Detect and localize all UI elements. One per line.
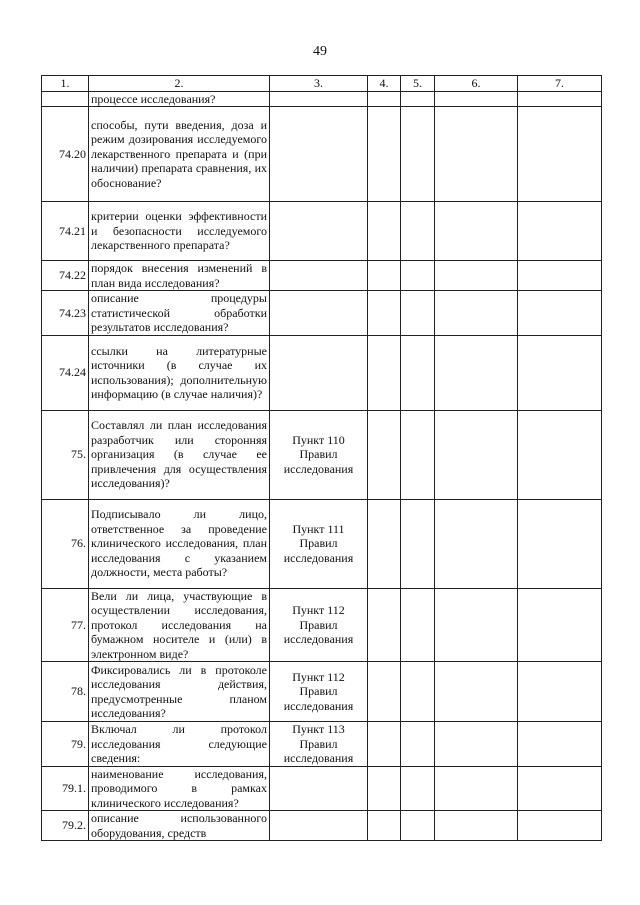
notes-cell[interactable]	[518, 261, 602, 291]
legal-reference	[270, 410, 368, 499]
legal-reference-line: исследования	[283, 751, 354, 765]
question-text: порядок внесения изменений в план вида исследования?	[89, 261, 270, 291]
table-row	[42, 588, 602, 662]
legal-reference	[270, 91, 368, 107]
answer-no-cell[interactable]	[401, 588, 435, 662]
answer-no-cell[interactable]	[401, 722, 435, 767]
legal-reference	[270, 291, 368, 336]
table-row	[42, 722, 602, 767]
item-number: 74.20	[42, 107, 89, 202]
answer-no-cell[interactable]	[401, 811, 435, 841]
answer-no-cell[interactable]	[401, 202, 435, 261]
item-number: 74.24	[42, 335, 89, 410]
question-text: Вели ли лица, участвующие в осуществлении исследования, протокол исследования на бумажном носителе и (или) в электронном виде?	[89, 588, 270, 662]
table-row	[42, 107, 602, 202]
not-applicable-cell[interactable]	[435, 291, 518, 336]
answer-no-cell[interactable]	[401, 662, 435, 722]
table-row	[42, 662, 602, 722]
question-text: описание процедуры статистической обработки результатов исследования?	[89, 291, 270, 336]
question-text: Составлял ли план исследования разработчик или сторонняя организация (в случае ее привлечения для осуществления исследования)?	[89, 410, 270, 499]
legal-reference-line: Пункт 112	[292, 603, 345, 617]
not-applicable-cell[interactable]	[435, 811, 518, 841]
table-row	[42, 202, 602, 261]
legal-reference	[270, 588, 368, 662]
answer-yes-cell[interactable]	[368, 202, 401, 261]
notes-cell[interactable]	[518, 588, 602, 662]
answer-no-cell[interactable]	[401, 410, 435, 499]
not-applicable-cell[interactable]	[435, 588, 518, 662]
question-text: описание использованного оборудования, средств	[89, 811, 270, 841]
legal-reference	[270, 335, 368, 410]
answer-no-cell[interactable]	[401, 499, 435, 588]
not-applicable-cell[interactable]	[435, 662, 518, 722]
page-number: 49	[313, 44, 327, 59]
question-text: способы, пути введения, доза и режим дозирования исследуемого лекарственного препарата и (при наличии) препарата сравнения, их обоснование?	[89, 107, 270, 202]
table-row	[42, 499, 602, 588]
not-applicable-cell[interactable]	[435, 766, 518, 811]
legal-reference-line: Правил	[299, 684, 338, 699]
item-number: 79.2.	[42, 811, 89, 841]
answer-no-cell[interactable]	[401, 766, 435, 811]
question-text: наименование исследования, проводимого в рамках клинического исследования?	[89, 766, 270, 811]
question-text: Фиксировались ли в протоколе исследования действия, предусмотренные планом исследования?	[89, 662, 270, 722]
item-number: 74.21	[42, 202, 89, 261]
question-text: критерии оценки эффективности и безопасности исследуемого лекарственного препарата?	[89, 202, 270, 261]
answer-no-cell[interactable]	[401, 335, 435, 410]
item-number: 75.	[42, 410, 89, 499]
not-applicable-cell[interactable]	[435, 91, 518, 107]
table-row	[42, 811, 602, 841]
item-number	[42, 91, 89, 107]
checklist-table	[41, 75, 602, 841]
table-row	[42, 291, 602, 336]
answer-yes-cell[interactable]	[368, 335, 401, 410]
answer-yes-cell[interactable]	[368, 291, 401, 336]
item-number: 78.	[42, 662, 89, 722]
notes-cell[interactable]	[518, 107, 602, 202]
answer-no-cell[interactable]	[401, 261, 435, 291]
notes-cell[interactable]	[518, 291, 602, 336]
answer-no-cell[interactable]	[401, 107, 435, 202]
notes-cell[interactable]	[518, 410, 602, 499]
answer-yes-cell[interactable]	[368, 107, 401, 202]
item-number: 76.	[42, 499, 89, 588]
table-row	[42, 335, 602, 410]
legal-reference-line: Правил	[299, 617, 338, 632]
notes-cell[interactable]	[518, 202, 602, 261]
notes-cell[interactable]	[518, 335, 602, 410]
answer-yes-cell[interactable]	[368, 91, 401, 107]
question-text: Включал ли протокол исследования следующие сведения:	[89, 722, 270, 767]
answer-yes-cell[interactable]	[368, 261, 401, 291]
notes-cell[interactable]	[518, 722, 602, 767]
legal-reference	[270, 107, 368, 202]
notes-cell[interactable]	[518, 662, 602, 722]
item-number: 74.23	[42, 291, 89, 336]
not-applicable-cell[interactable]	[435, 202, 518, 261]
item-number: 79.	[42, 722, 89, 767]
answer-yes-cell[interactable]	[368, 662, 401, 722]
header-col-2: 2.	[89, 76, 270, 92]
header-col-1: 1.	[42, 76, 89, 92]
legal-reference	[270, 261, 368, 291]
question-text: процессе исследования?	[89, 91, 270, 107]
not-applicable-cell[interactable]	[435, 722, 518, 767]
legal-reference-line: Пункт 113	[292, 722, 345, 736]
item-number: 79.1.	[42, 766, 89, 811]
not-applicable-cell[interactable]	[435, 107, 518, 202]
legal-reference-line: Пункт 112	[292, 669, 345, 684]
not-applicable-cell[interactable]	[435, 499, 518, 588]
legal-reference-line: Правил	[299, 736, 338, 751]
legal-reference-line: исследования	[283, 632, 354, 646]
table-row	[42, 91, 602, 107]
question-text: Подписывало ли лицо, ответственное за проведение клинического исследования, план исследования с указанием должности, места работы?	[89, 499, 270, 588]
header-col-4: 4.	[368, 76, 401, 92]
legal-reference-line: исследования	[283, 550, 354, 565]
legal-reference-line: Правил	[299, 447, 338, 462]
table-row	[42, 410, 602, 499]
legal-reference	[270, 499, 368, 588]
legal-reference-line: исследования	[283, 461, 354, 476]
table-row	[42, 261, 602, 291]
notes-cell[interactable]	[518, 499, 602, 588]
not-applicable-cell[interactable]	[435, 335, 518, 410]
legal-reference	[270, 766, 368, 811]
legal-reference	[270, 662, 368, 722]
notes-cell[interactable]	[518, 811, 602, 841]
question-text: ссылки на литературные источники (в случае их использования); дополнительную информацию (в случае наличия)?	[89, 335, 270, 410]
answer-yes-cell[interactable]	[368, 766, 401, 811]
legal-reference	[270, 811, 368, 841]
legal-reference-line: Правил	[299, 536, 338, 551]
legal-reference	[270, 202, 368, 261]
header-col-6: 6.	[435, 76, 518, 92]
header-col-5: 5.	[401, 76, 435, 92]
header-col-7: 7.	[518, 76, 602, 92]
table-row	[42, 766, 602, 811]
notes-cell[interactable]	[518, 91, 602, 107]
answer-yes-cell[interactable]	[368, 722, 401, 767]
item-number: 74.22	[42, 261, 89, 291]
header-col-3: 3.	[270, 76, 368, 92]
answer-yes-cell[interactable]	[368, 499, 401, 588]
header-row	[42, 76, 602, 92]
answer-no-cell[interactable]	[401, 291, 435, 336]
answer-yes-cell[interactable]	[368, 588, 401, 662]
not-applicable-cell[interactable]	[435, 410, 518, 499]
notes-cell[interactable]	[518, 766, 602, 811]
item-number: 77.	[42, 588, 89, 662]
answer-yes-cell[interactable]	[368, 410, 401, 499]
answer-no-cell[interactable]	[401, 91, 435, 107]
legal-reference-line: исследования	[283, 698, 354, 713]
not-applicable-cell[interactable]	[435, 261, 518, 291]
legal-reference-line: Пункт 111	[292, 521, 345, 536]
legal-reference-line: Пункт 110	[292, 432, 345, 447]
legal-reference	[270, 722, 368, 767]
answer-yes-cell[interactable]	[368, 811, 401, 841]
